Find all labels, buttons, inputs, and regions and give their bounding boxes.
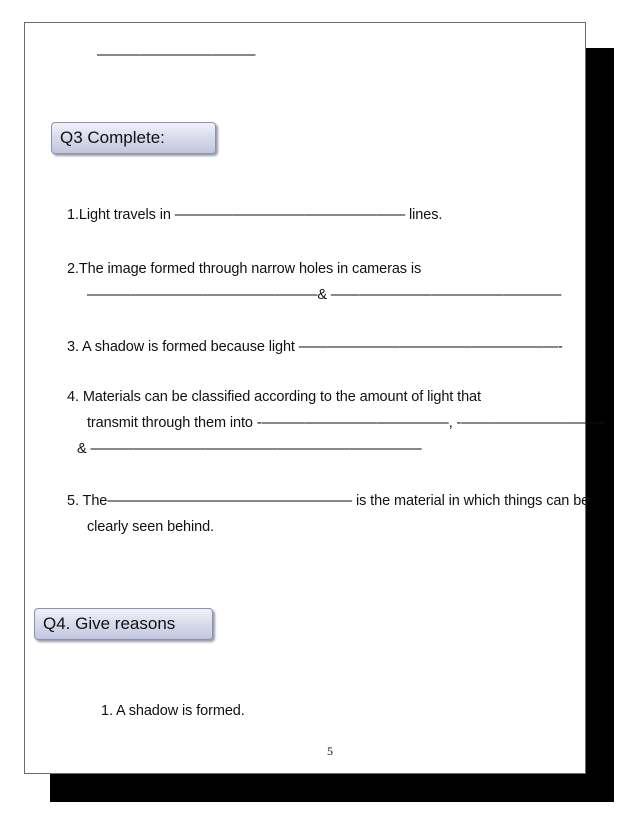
q4-item-1: 1. A shadow is formed. [101,703,245,719]
page-number: 5 [327,744,333,758]
q3-heading: Q3 Complete: [51,122,216,154]
q3-item-4-blanks: & ——————————————————————— [77,441,422,457]
q3-item-3: 3. A shadow is formed because light ——————————————————- [67,339,563,355]
q3-item-5: 5. The————————————————— is the material in which things can be [67,493,590,509]
q3-item-5-continued: clearly seen behind. [87,519,214,535]
q3-item-4-continued: transmit through them into -—————————————, -—————————— [87,415,606,431]
q3-item-2: 2.The image formed through narrow holes in cameras is [67,261,422,277]
q3-item-2-blanks: ————————————————& ———————————————— [87,287,562,303]
q3-item-4: 4. Materials can be classified according to the amount of light that [67,389,481,405]
q3-item-1: 1.Light travels in ———————————————— lines. [67,207,443,223]
document-page [24,22,606,774]
q4-heading: Q4. Give reasons [34,608,213,640]
answer-blank-line: ——————————— [97,47,256,63]
